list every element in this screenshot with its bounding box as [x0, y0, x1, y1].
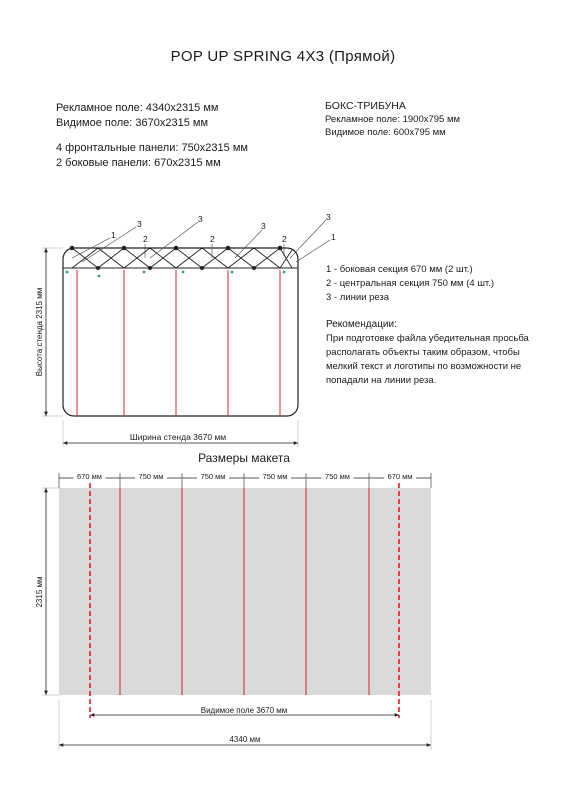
front-panels-spec: 4 фронтальные панели: 750x2315 мм [56, 142, 248, 154]
callout-3-a: 3 [137, 219, 142, 229]
stand-truss [63, 248, 298, 268]
layout-height-label: 2315 мм [35, 576, 44, 608]
callout-1-right: 1 [331, 232, 336, 242]
segment-label: 750 мм [138, 472, 164, 481]
stand-cut-lines [77, 270, 280, 416]
box-tribune-heading: БОКС-ТРИБУНА [325, 100, 406, 112]
callout-2-a: 2 [143, 234, 148, 244]
callout-2-c: 2 [282, 234, 287, 244]
segment-label: 750 мм [325, 472, 350, 481]
legend-item-cut: 3 - линии реза [326, 292, 390, 303]
segment-label: 670 мм [77, 472, 102, 481]
stand-height-label: Высота стенда 2315 мм [35, 287, 44, 377]
stand-width-label: Ширина стенда 3670 мм [129, 432, 227, 442]
page-title: POP UP SPRING 4X3 (Прямой) [170, 48, 396, 65]
legend-item-side: 1 - боковая секция 670 мм (2 шт.) [326, 264, 473, 275]
side-panels-spec: 2 боковые панели: 670x2315 мм [56, 157, 221, 169]
callout-3-d: 3 [326, 212, 331, 222]
layout-heading: Размеры макета [198, 451, 290, 465]
visible-field-label: Видимое поле 3670 мм [200, 706, 288, 715]
callout-3-c: 3 [261, 221, 266, 231]
recommendations-text: При подготовке файла убедительная просьба располагать объекты таким образом, чтобы мелкий текст и логотипы по возможности не попадали на линии реза. [326, 333, 529, 386]
segment-label: 670 мм [387, 472, 413, 481]
callout-2-b: 2 [210, 234, 215, 244]
recommendations-heading: Рекомендации: [326, 319, 397, 330]
segment-labels [74, 471, 417, 481]
visible-field-spec: Видимое поле: 3670x2315 мм [56, 117, 209, 129]
callout-numbers [111, 212, 336, 244]
stand-frame [63, 248, 298, 416]
box-tribune-visible-field: Видимое поле: 600x795 мм [325, 127, 446, 138]
segment-ticks [59, 473, 431, 488]
callout-leaders [72, 220, 330, 262]
segment-label: 750 мм [200, 472, 226, 481]
callout-1-left: 1 [111, 230, 116, 240]
segment-label: 750 мм [262, 472, 288, 481]
box-tribune-ad-field: Рекламное поле: 1900x795 мм [325, 114, 461, 125]
layout-panel [59, 488, 431, 695]
ad-field-spec: Рекламное поле: 4340x2315 мм [56, 102, 219, 114]
callout-3-b: 3 [198, 214, 203, 224]
legend-item-center: 2 - центральная секция 750 мм (4 шт.) [326, 278, 495, 289]
total-width-label: 4340 мм [229, 735, 261, 744]
